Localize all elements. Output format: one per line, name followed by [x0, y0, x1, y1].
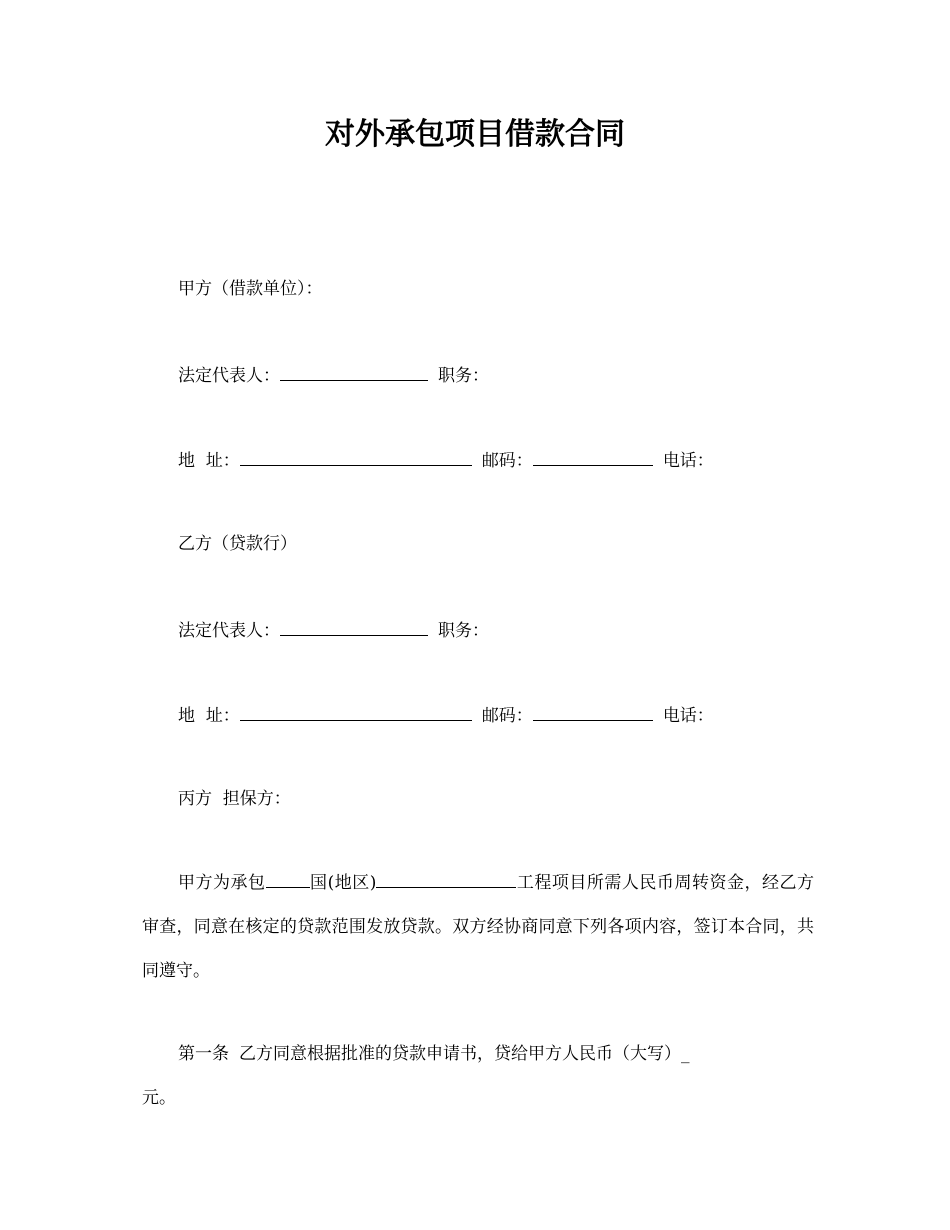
party-a-address-line: [178, 447, 714, 473]
party-c-line: [178, 787, 291, 811]
preamble-paragraph: [142, 861, 814, 993]
party-b-address-blank[interactable]: [240, 702, 472, 721]
party-a-postcode-blank[interactable]: [533, 447, 653, 466]
party-a-position-label: 职务：: [438, 366, 489, 386]
party-b-line: [178, 532, 297, 556]
preamble-part2: 国(地区): [309, 873, 377, 893]
party-a-rep-blank[interactable]: [280, 362, 428, 381]
party-b-rep-line: [178, 617, 489, 643]
article-1-heading: 第一条: [178, 1044, 229, 1064]
article-1-paragraph: [142, 1032, 814, 1120]
party-a-address-label: 地 址：: [178, 451, 240, 471]
party-b-phone-label: 电话：: [662, 706, 714, 726]
party-a-rep-label: 法定代表人：: [178, 366, 280, 386]
party-b-address-label: 地 址：: [178, 706, 240, 726]
party-b-postcode-blank[interactable]: [533, 702, 653, 721]
article-1-text: 乙方同意根据批准的贷款申请书，贷给甲方人民币（大写）_: [239, 1044, 690, 1064]
article-1-continuation: 元。: [142, 1088, 176, 1108]
party-b-rep-blank[interactable]: [280, 617, 428, 636]
party-b-address-line: [178, 702, 714, 728]
party-a-label: 甲方（借款单位）：: [178, 279, 323, 299]
document-title: 对外承包项目借款合同: [325, 117, 625, 152]
party-a-phone-label: 电话：: [662, 451, 714, 471]
party-b-label: 乙方（贷款行）: [178, 534, 297, 554]
country-blank[interactable]: [266, 869, 310, 888]
party-a-address-blank[interactable]: [240, 447, 472, 466]
preamble-part3: 工程项目所需人民币周转资金，经乙方审查，同意在核定的贷款范围发放贷款。双方经协商同意下列各项内容，签订本合同，共同遵守。: [142, 873, 815, 981]
party-b-position-label: 职务：: [438, 621, 489, 641]
preamble-part1: 甲方为承包: [178, 873, 266, 893]
party-a-postcode-label: 邮码：: [481, 451, 533, 471]
party-c-label: 丙方 担保方：: [178, 789, 291, 809]
party-a-rep-line: [178, 362, 489, 388]
party-b-rep-label: 法定代表人：: [178, 621, 280, 641]
project-blank[interactable]: [376, 869, 516, 888]
party-b-postcode-label: 邮码：: [481, 706, 533, 726]
party-a-line: [178, 277, 323, 301]
